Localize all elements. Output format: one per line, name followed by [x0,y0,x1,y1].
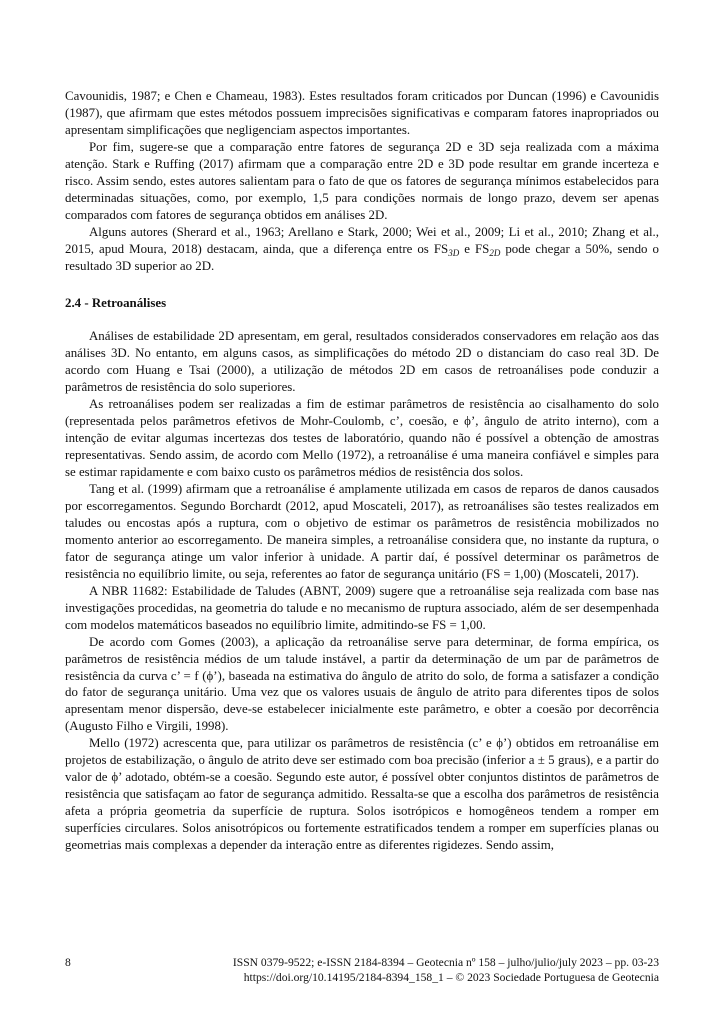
paragraph: Tang et al. (1999) afirmam que a retroanálise é amplamente utilizada em casos de reparos de danos causados por escorregamentos. Segundo Borchardt (2012, apud Moscateli, 2017), as retroanálises são testes realizados em taludes ou encostas após a ruptura, com o objetivo de estimar os parâmetros de resistência mobilizados no momento anterior ao escorregamento. De maneira simples, a retroanálise considera que, no instante da ruptura, o fator de segurança atinge um valor inferior à unidade. A partir daí, é possível determinar os parâmetros de resistência no equilíbrio limite, ou seja, referentes ao fator de segurança unitário (FS = 1,00) (Moscateli, 2017). [65,482,659,581]
text-run: pode chegar a 50%, sendo o resultado 3D superior ao 2D. [65,241,659,273]
body-text [65,88,659,854]
paragraph-fs-comparison [65,224,659,275]
paragraph: Cavounidis, 1987; e Chen e Chameau, 1983). Estes resultados foram criticados por Duncan (1996) e Cavounidis (1987), que afirmam que estes métodos possuem imprecisões significativas e comparam fatores inapropriados ou apresentam simplificações que negligenciam aspectos importantes. [65,89,659,137]
text-run: e FS [459,241,490,256]
text-run: Alguns autores (Sherard et al., 1963; Arellano e Stark, 2000; Wei et al., 2009; Li et al., 2010; Zhang et al., 2015, apud Moura, 2018) destacam, ainda, que a diferença entre os FS [65,224,659,256]
subscript: 2D [489,247,501,258]
paragraph: As retroanálises podem ser realizadas a fim de estimar parâmetros de resistência ao cisalhamento do solo (representada pelos parâmetros efetivos de Mohr-Coulomb, c’, coesão, e ϕ’, ângulo de atrito interno), com a intenção de evitar algumas incertezas dos testes de laboratório, quando não é possível a obtenção de amostras representativas. Sendo assim, de acordo com Mello (1972), a retroanálise é uma maneira confiável e simples para se estimar rapidamente e com baixo custo os parâmetros médios de resistência dos solos. [65,397,659,480]
paragraph: Mello (1972) acrescenta que, para utilizar os parâmetros de resistência (c’ e ϕ’) obtidos em retroanálise em projetos de estabilização, o ângulo de atrito deve ser estimado com boa precisão (inferior a ± 5 graus), e a partir do valor de ϕ’ adotado, obtém-se a coesão. Segundo este autor, é possível obter conjuntos distintos de parâmetros de resistência que satisfaçam ao fator de segurança admitido. Ressalta-se que a escolha dos parâmetros de resistência afeta a própria geometria da superfície de ruptura. Solos isotrópicos e homogêneos tendem a romper em superfícies circulares. Solos anisotrópicos ou fortemente estratificados tendem a romper em superfícies planas ou geometrias mais complexas a depender da interação entre as diferentes rigidezes. Sendo assim, [65,736,659,853]
paragraph: De acordo com Gomes (2003), a aplicação da retroanálise serve para determinar, de forma empírica, os parâmetros de resistência médios de um talude instável, a partir da determinação de um par de parâmetros de resistência da curva c’ = f (ϕ’), baseada na estimativa do ângulo de atrito do solo, de forma a satisfazer a condição do fator de segurança unitário. Uma vez que os valores usuais de ângulo de atrito para diferentes tipos de solos apresentam menor dispersão, deve-se estabelecer inicialmente este parâmetro, e obter a coesão por decorrência (Augusto Filho e Virgili, 1998). [65,634,659,734]
paragraph: Por fim, sugere-se que a comparação entre fatores de segurança 2D e 3D seja realizada com a máxima atenção. Stark e Ruffing (2017) afirmam que a comparação entre 2D e 3D pode resultar em grande incerteza e risco. Assim sendo, estes autores salientam para o fato de que os fatores de segurança mínimos estabelecidos para determinadas situações, como, por exemplo, 1,5 para condições normais de longo prazo, devem ser apenas comparados com fatores de segurança obtidos em análises 2D. [65,139,659,222]
page-number: 8 [65,956,71,969]
journal-issn: ISSN 0379-9522; e-ISSN 2184-8394 – Geotecnia nº 158 – julho/julio/july 2023 – pp. 03-23 [232,956,659,969]
doi-link[interactable]: https://doi.org/10.14195/2184-8394_158_1 – © 2023 Sociedade Portuguesa de Geotecnia [243,971,659,984]
paragraph: Análises de estabilidade 2D apresentam, em geral, resultados considerados conservadores em relação aos das análises 3D. No entanto, em alguns casos, as simplificações do método 2D o distanciam do caso real 3D. De acordo com Huang e Tsai (2000), a utilização de métodos 2D em casos de retroanálises pode conduzir a parâmetros de resistência do solo superiores. [65,329,659,395]
section-heading: 2.4 - Retroanálises [65,296,167,311]
paragraph: A NBR 11682: Estabilidade de Taludes (ABNT, 2009) sugere que a retroanálise seja realizada com base nas investigações procedidas, na geometria do talude e no mecanismo de ruptura associado, além de ser desempenhada com modelos matemáticos baseados no equilíbrio limite, admitindo-se FS = 1,00. [65,583,659,632]
subscript: 3D [448,247,460,258]
